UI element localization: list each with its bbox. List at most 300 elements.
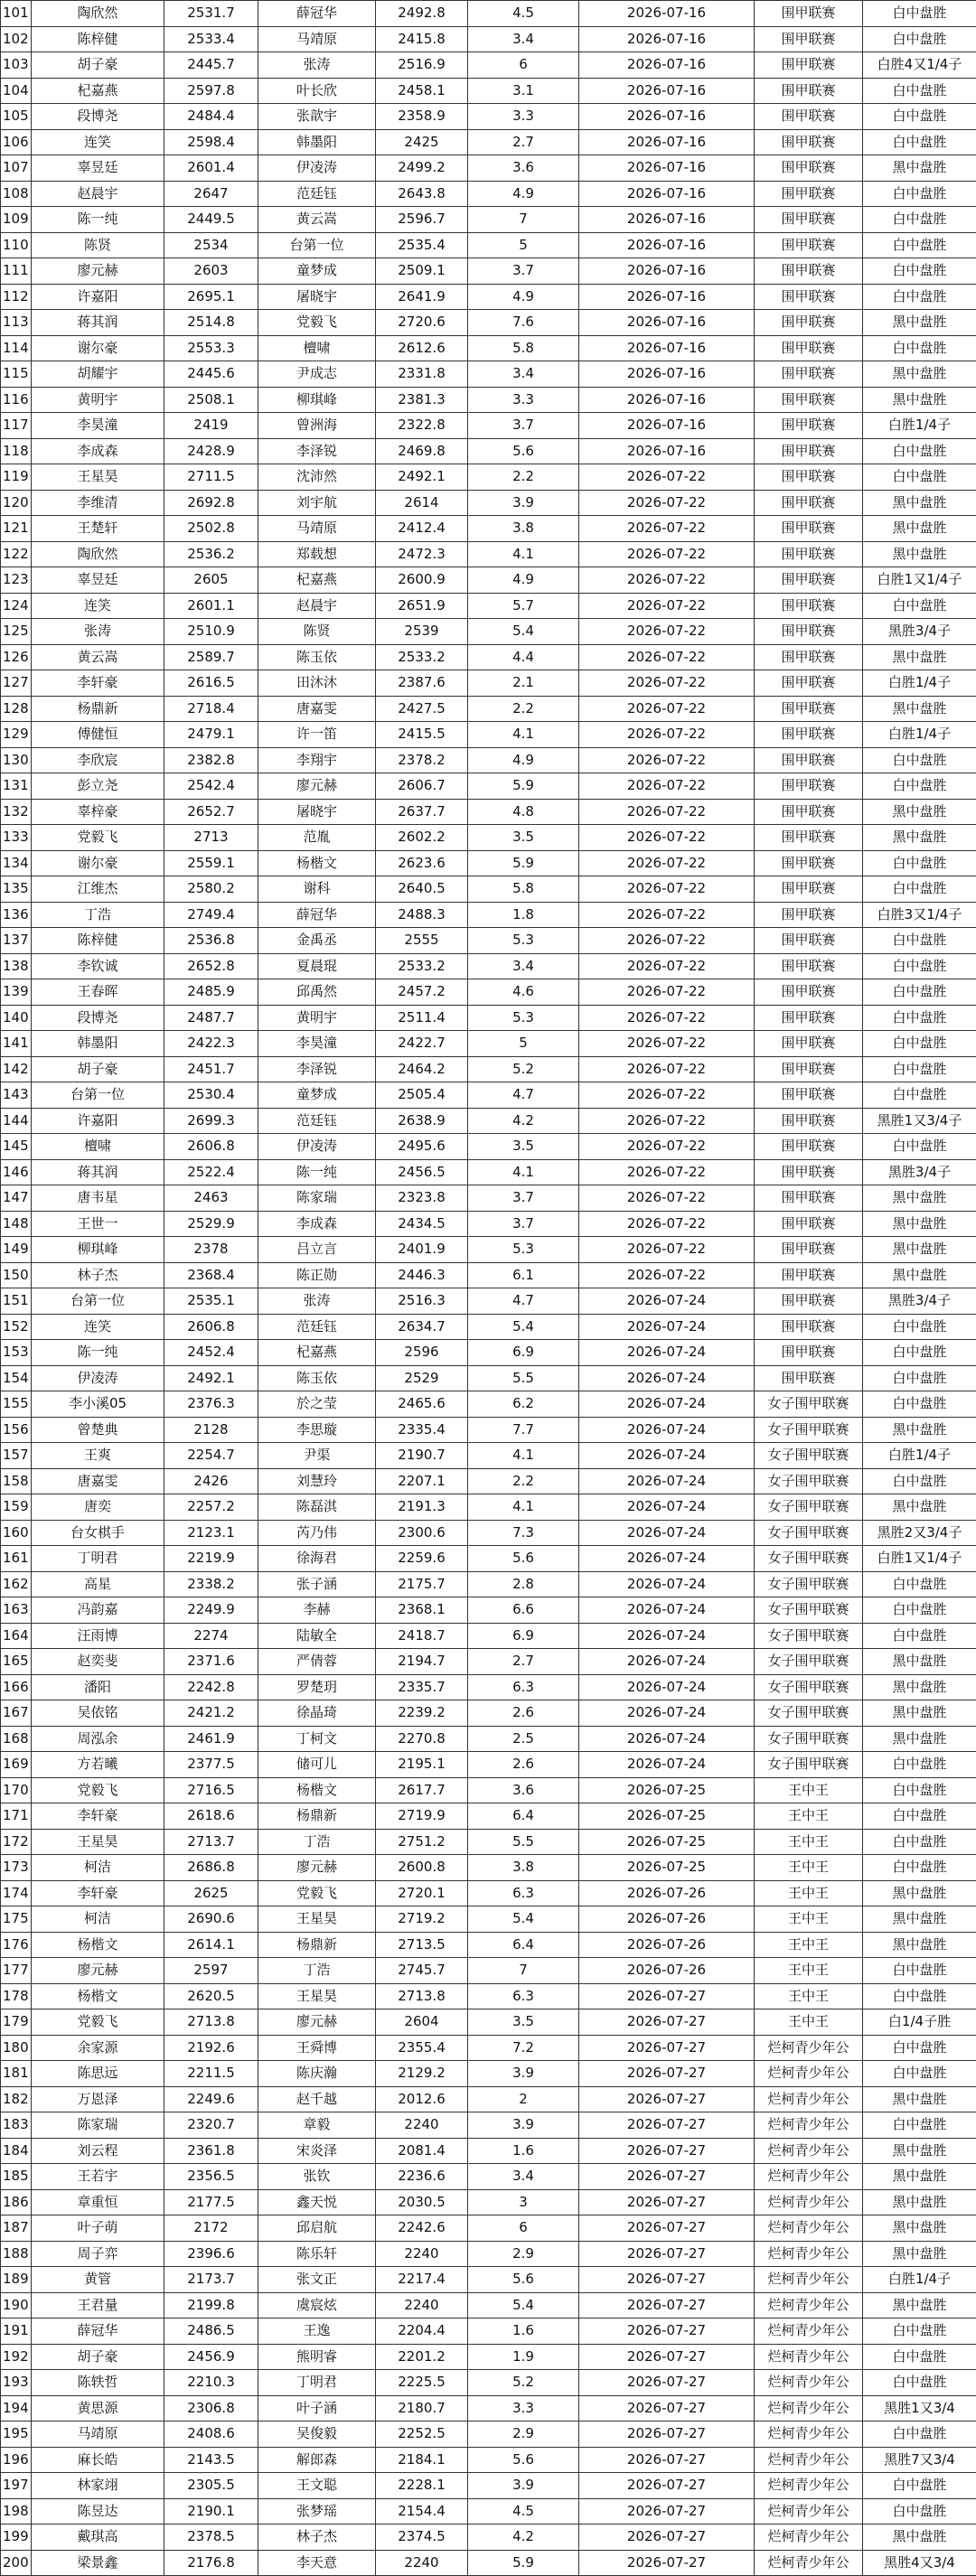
white-player-cell: 李翔宇 [258, 747, 376, 773]
komi-handicap-cell: 4.5 [468, 1, 579, 27]
game-date-cell: 2026-07-16 [579, 52, 755, 79]
black-rating-cell: 2422.3 [164, 1031, 258, 1057]
table-row [1, 2421, 976, 2448]
row-index-cell: 144 [1, 1108, 32, 1134]
black-player-cell: 周泓余 [32, 1726, 164, 1752]
row-index-cell: 137 [1, 928, 32, 954]
game-date-cell: 2026-07-16 [579, 232, 755, 258]
komi-handicap-cell: 3.5 [468, 2009, 579, 2036]
black-rating-cell: 2219.9 [164, 1546, 258, 1572]
white-rating-cell: 2335.4 [376, 1417, 468, 1443]
table-row [1, 1314, 976, 1340]
black-player-cell: 林子杰 [32, 1262, 164, 1288]
black-rating-cell: 2210.3 [164, 2370, 258, 2396]
event-name-cell: 烂柯青少年公 [755, 2498, 863, 2524]
row-index-cell: 155 [1, 1391, 32, 1418]
table-row [1, 155, 976, 182]
komi-handicap-cell: 2.2 [468, 464, 579, 491]
black-rating-cell: 2361.8 [164, 2138, 258, 2164]
black-rating-cell: 2652.7 [164, 799, 258, 825]
black-rating-cell: 2377.5 [164, 1752, 258, 1778]
row-index-cell: 120 [1, 490, 32, 516]
black-rating-cell: 2597.8 [164, 78, 258, 104]
event-name-cell: 女子围甲联赛 [755, 1726, 863, 1752]
table-row [1, 928, 976, 954]
event-name-cell: 烂柯青少年公 [755, 2395, 863, 2421]
event-name-cell: 围甲联赛 [755, 207, 863, 233]
game-result-cell: 白中盘胜 [863, 1031, 976, 1057]
game-result-cell: 黑中盘胜 [863, 1674, 976, 1700]
white-rating-cell: 2190.7 [376, 1443, 468, 1469]
black-player-cell: 李轩豪 [32, 1880, 164, 1906]
white-player-cell: 尹成志 [258, 361, 376, 388]
white-rating-cell: 2270.8 [376, 1726, 468, 1752]
white-rating-cell: 2602.2 [376, 825, 468, 851]
row-index-cell: 187 [1, 2215, 32, 2242]
komi-handicap-cell: 4.1 [468, 1443, 579, 1469]
black-player-cell: 赵奕斐 [32, 1649, 164, 1675]
white-player-cell: 熊明睿 [258, 2344, 376, 2370]
black-player-cell: 王若宇 [32, 2164, 164, 2190]
white-rating-cell: 2418.7 [376, 1623, 468, 1649]
row-index-cell: 114 [1, 335, 32, 361]
white-player-cell: 张钦 [258, 2164, 376, 2190]
event-name-cell: 女子围甲联赛 [755, 1649, 863, 1675]
white-rating-cell: 2195.1 [376, 1752, 468, 1778]
row-index-cell: 174 [1, 1880, 32, 1906]
black-player-cell: 韩墨阳 [32, 1031, 164, 1057]
white-rating-cell: 2604 [376, 2009, 468, 2036]
game-date-cell: 2026-07-16 [579, 207, 755, 233]
game-result-cell: 黑中盘胜 [863, 2241, 976, 2267]
komi-handicap-cell: 2.5 [468, 1726, 579, 1752]
white-rating-cell: 2641.9 [376, 284, 468, 310]
black-rating-cell: 2445.7 [164, 52, 258, 79]
komi-handicap-cell: 3.9 [468, 2061, 579, 2087]
table-row [1, 850, 976, 876]
black-player-cell: 汪雨博 [32, 1623, 164, 1649]
game-result-cell: 白中盘胜 [863, 876, 976, 903]
black-player-cell: 王星昊 [32, 464, 164, 491]
komi-handicap-cell: 5.7 [468, 593, 579, 619]
table-row [1, 2215, 976, 2242]
game-result-cell: 黑中盘胜 [863, 2524, 976, 2551]
row-index-cell: 192 [1, 2344, 32, 2370]
game-result-cell: 白胜1又1/4子 [863, 567, 976, 594]
white-player-cell: 徐晶琦 [258, 1700, 376, 1727]
white-player-cell: 赵晨宇 [258, 593, 376, 619]
game-result-cell: 白胜3又1/4子 [863, 902, 976, 928]
row-index-cell: 129 [1, 722, 32, 748]
game-date-cell: 2026-07-24 [579, 1623, 755, 1649]
game-date-cell: 2026-07-27 [579, 2524, 755, 2551]
white-rating-cell: 2465.6 [376, 1391, 468, 1418]
white-player-cell: 陈贤 [258, 619, 376, 645]
table-row [1, 1494, 976, 1521]
white-rating-cell: 2529 [376, 1365, 468, 1391]
game-date-cell: 2026-07-27 [579, 2292, 755, 2318]
row-index-cell: 185 [1, 2164, 32, 2190]
black-rating-cell: 2553.3 [164, 335, 258, 361]
black-player-cell: 王楚轩 [32, 516, 164, 542]
row-index-cell: 109 [1, 207, 32, 233]
game-date-cell: 2026-07-22 [579, 567, 755, 594]
komi-handicap-cell: 4.7 [468, 1288, 579, 1315]
white-player-cell: 伊凌涛 [258, 1134, 376, 1160]
table-row [1, 2164, 976, 2190]
row-index-cell: 132 [1, 799, 32, 825]
row-index-cell: 142 [1, 1056, 32, 1082]
white-rating-cell: 2651.9 [376, 593, 468, 619]
event-name-cell: 围甲联赛 [755, 78, 863, 104]
black-player-cell: 李欣宸 [32, 747, 164, 773]
komi-handicap-cell: 5.4 [468, 1906, 579, 1933]
komi-handicap-cell: 3.5 [468, 1134, 579, 1160]
row-index-cell: 191 [1, 2318, 32, 2345]
black-rating-cell: 2603 [164, 258, 258, 285]
game-date-cell: 2026-07-22 [579, 541, 755, 567]
game-result-cell: 黑中盘胜 [863, 1906, 976, 1933]
white-player-cell: 杞嘉燕 [258, 567, 376, 594]
black-player-cell: 傅健恒 [32, 722, 164, 748]
game-result-cell: 白中盘胜 [863, 850, 976, 876]
table-row [1, 2395, 976, 2421]
black-player-cell: 胡耀宇 [32, 361, 164, 388]
row-index-cell: 196 [1, 2447, 32, 2473]
white-rating-cell: 2495.6 [376, 1134, 468, 1160]
results-table-body [1, 1, 976, 2576]
komi-handicap-cell: 3.8 [468, 516, 579, 542]
komi-handicap-cell: 3.6 [468, 155, 579, 182]
table-row [1, 1340, 976, 1366]
game-date-cell: 2026-07-22 [579, 825, 755, 851]
black-player-cell: 党毅飞 [32, 825, 164, 851]
table-row [1, 2370, 976, 2396]
game-date-cell: 2026-07-22 [579, 1134, 755, 1160]
black-player-cell: 李轩豪 [32, 1803, 164, 1830]
table-row [1, 876, 976, 903]
white-player-cell: 杨鼎新 [258, 1932, 376, 1958]
white-rating-cell: 2614 [376, 490, 468, 516]
black-rating-cell: 2456.9 [164, 2344, 258, 2370]
event-name-cell: 围甲联赛 [755, 1237, 863, 1263]
black-rating-cell: 2176.8 [164, 2550, 258, 2576]
white-player-cell: 张梦瑶 [258, 2498, 376, 2524]
black-rating-cell: 2211.5 [164, 2061, 258, 2087]
game-date-cell: 2026-07-24 [579, 1520, 755, 1546]
event-name-cell: 围甲联赛 [755, 1159, 863, 1185]
komi-handicap-cell: 5.2 [468, 2370, 579, 2396]
table-row [1, 1, 976, 27]
game-result-cell: 黑中盘胜 [863, 644, 976, 670]
table-row [1, 26, 976, 52]
white-rating-cell: 2488.3 [376, 902, 468, 928]
table-row [1, 207, 976, 233]
row-index-cell: 107 [1, 155, 32, 182]
white-rating-cell: 2412.4 [376, 516, 468, 542]
white-rating-cell: 2239.2 [376, 1700, 468, 1727]
black-player-cell: 杨楷文 [32, 1983, 164, 2009]
game-result-cell: 白中盘胜 [863, 2035, 976, 2061]
row-index-cell: 113 [1, 310, 32, 336]
game-result-cell: 黑中盘胜 [863, 1932, 976, 1958]
white-rating-cell: 2191.3 [376, 1494, 468, 1521]
komi-handicap-cell: 3.4 [468, 953, 579, 979]
game-date-cell: 2026-07-16 [579, 104, 755, 130]
event-name-cell: 烂柯青少年公 [755, 2421, 863, 2448]
white-rating-cell: 2180.7 [376, 2395, 468, 2421]
event-name-cell: 围甲联赛 [755, 1108, 863, 1134]
black-rating-cell: 2580.2 [164, 876, 258, 903]
event-name-cell: 女子围甲联赛 [755, 1494, 863, 1521]
komi-handicap-cell: 4.2 [468, 1108, 579, 1134]
game-date-cell: 2026-07-22 [579, 1237, 755, 1263]
white-player-cell: 王文聪 [258, 2473, 376, 2499]
game-result-cell: 白中盘胜 [863, 232, 976, 258]
black-rating-cell: 2249.9 [164, 1597, 258, 1624]
komi-handicap-cell: 7 [468, 1958, 579, 1984]
table-row [1, 2447, 976, 2473]
black-rating-cell: 2652.8 [164, 953, 258, 979]
event-name-cell: 围甲联赛 [755, 335, 863, 361]
game-result-cell: 白中盘胜 [863, 2370, 976, 2396]
table-row [1, 1134, 976, 1160]
black-player-cell: 戴琪高 [32, 2524, 164, 2551]
table-row [1, 2241, 976, 2267]
game-result-cell: 白中盘胜 [863, 2344, 976, 2370]
black-rating-cell: 2492.1 [164, 1365, 258, 1391]
black-rating-cell: 2508.1 [164, 387, 258, 413]
event-name-cell: 女子围甲联赛 [755, 1443, 863, 1469]
game-date-cell: 2026-07-24 [579, 1752, 755, 1778]
game-result-cell: 黑胜4又3/4 [863, 2550, 976, 2576]
game-result-cell: 白中盘胜 [863, 1340, 976, 1366]
white-player-cell: 柳琪峰 [258, 387, 376, 413]
black-rating-cell: 2449.5 [164, 207, 258, 233]
game-date-cell: 2026-07-16 [579, 1, 755, 27]
game-result-cell: 白中盘胜 [863, 1391, 976, 1418]
row-index-cell: 163 [1, 1597, 32, 1624]
black-player-cell: 张涛 [32, 619, 164, 645]
game-date-cell: 2026-07-16 [579, 438, 755, 464]
white-rating-cell: 2499.2 [376, 155, 468, 182]
black-rating-cell: 2426 [164, 1468, 258, 1494]
row-index-cell: 106 [1, 129, 32, 155]
event-name-cell: 女子围甲联赛 [755, 1674, 863, 1700]
game-date-cell: 2026-07-27 [579, 2447, 755, 2473]
black-player-cell: 胡子豪 [32, 52, 164, 79]
komi-handicap-cell: 2.6 [468, 1700, 579, 1727]
table-row [1, 1365, 976, 1391]
event-name-cell: 围甲联赛 [755, 1185, 863, 1212]
game-result-cell: 黑中盘胜 [863, 387, 976, 413]
white-player-cell: 张涛 [258, 1288, 376, 1315]
white-rating-cell: 2387.6 [376, 670, 468, 697]
komi-handicap-cell: 3.4 [468, 26, 579, 52]
game-result-cell: 白中盘胜 [863, 181, 976, 207]
black-player-cell: 丁明君 [32, 1546, 164, 1572]
game-result-cell: 白1/4子胜 [863, 2009, 976, 2036]
game-result-cell: 黑胜7又3/4 [863, 2447, 976, 2473]
game-date-cell: 2026-07-25 [579, 1829, 755, 1855]
black-player-cell: 柯洁 [32, 1855, 164, 1881]
game-result-cell: 黑中盘胜 [863, 825, 976, 851]
table-row [1, 1932, 976, 1958]
black-player-cell: 杨鼎新 [32, 696, 164, 722]
event-name-cell: 女子围甲联赛 [755, 1546, 863, 1572]
game-result-cell: 白中盘胜 [863, 1777, 976, 1803]
white-player-cell: 陈家瑞 [258, 1185, 376, 1212]
black-rating-cell: 2172 [164, 2215, 258, 2242]
black-player-cell: 胡子豪 [32, 2344, 164, 2370]
game-date-cell: 2026-07-24 [579, 1494, 755, 1521]
game-date-cell: 2026-07-22 [579, 644, 755, 670]
white-player-cell: 李思璇 [258, 1417, 376, 1443]
game-result-cell: 白胜1/4子 [863, 722, 976, 748]
event-name-cell: 王中王 [755, 1855, 863, 1881]
white-player-cell: 陈磊淇 [258, 1494, 376, 1521]
white-player-cell: 章毅 [258, 2112, 376, 2139]
table-row [1, 258, 976, 285]
black-player-cell: 潘阳 [32, 1674, 164, 1700]
white-player-cell: 沈沛然 [258, 464, 376, 491]
table-row [1, 567, 976, 594]
white-player-cell: 赵千越 [258, 2086, 376, 2112]
white-player-cell: 薛冠华 [258, 902, 376, 928]
white-player-cell: 张歆宇 [258, 104, 376, 130]
game-result-cell: 黑中盘胜 [863, 696, 976, 722]
game-result-cell: 黑中盘胜 [863, 361, 976, 388]
white-player-cell: 陈正勋 [258, 1262, 376, 1288]
komi-handicap-cell: 5.6 [468, 1546, 579, 1572]
white-player-cell: 储可儿 [258, 1752, 376, 1778]
row-index-cell: 146 [1, 1159, 32, 1185]
black-player-cell: 万恩泽 [32, 2086, 164, 2112]
event-name-cell: 围甲联赛 [755, 155, 863, 182]
white-rating-cell: 2472.3 [376, 541, 468, 567]
black-player-cell: 蒋其润 [32, 1159, 164, 1185]
game-date-cell: 2026-07-24 [579, 1649, 755, 1675]
row-index-cell: 169 [1, 1752, 32, 1778]
komi-handicap-cell: 3.3 [468, 104, 579, 130]
game-date-cell: 2026-07-26 [579, 1880, 755, 1906]
row-index-cell: 143 [1, 1082, 32, 1109]
event-name-cell: 围甲联赛 [755, 1288, 863, 1315]
black-player-cell: 李维清 [32, 490, 164, 516]
white-rating-cell: 2638.9 [376, 1108, 468, 1134]
game-result-cell: 黑中盘胜 [863, 1262, 976, 1288]
table-row [1, 1983, 976, 2009]
white-rating-cell: 2745.7 [376, 1958, 468, 1984]
row-index-cell: 123 [1, 567, 32, 594]
white-rating-cell: 2322.8 [376, 413, 468, 439]
event-name-cell: 烂柯青少年公 [755, 2035, 863, 2061]
black-rating-cell: 2249.6 [164, 2086, 258, 2112]
table-row [1, 335, 976, 361]
game-date-cell: 2026-07-22 [579, 593, 755, 619]
event-name-cell: 围甲联赛 [755, 104, 863, 130]
komi-handicap-cell: 2 [468, 2086, 579, 2112]
komi-handicap-cell: 3.9 [468, 490, 579, 516]
game-date-cell: 2026-07-22 [579, 850, 755, 876]
game-result-cell: 黑中盘胜 [863, 1211, 976, 1237]
row-index-cell: 127 [1, 670, 32, 697]
table-row [1, 1546, 976, 1572]
black-player-cell: 党毅飞 [32, 1777, 164, 1803]
game-date-cell: 2026-07-22 [579, 1262, 755, 1288]
black-rating-cell: 2533.4 [164, 26, 258, 52]
black-player-cell: 党毅飞 [32, 2009, 164, 2036]
white-rating-cell: 2637.7 [376, 799, 468, 825]
game-result-cell: 黑胜3/4子 [863, 1159, 976, 1185]
white-rating-cell: 2368.1 [376, 1597, 468, 1624]
black-player-cell: 台女棋手 [32, 1520, 164, 1546]
white-player-cell: 陈玉依 [258, 644, 376, 670]
event-name-cell: 女子围甲联赛 [755, 1468, 863, 1494]
white-player-cell: 陈玉依 [258, 1365, 376, 1391]
game-result-cell: 白中盘胜 [863, 1571, 976, 1597]
row-index-cell: 156 [1, 1417, 32, 1443]
black-player-cell: 黄管 [32, 2267, 164, 2293]
game-date-cell: 2026-07-22 [579, 1185, 755, 1212]
game-result-cell: 白中盘胜 [863, 1983, 976, 2009]
black-rating-cell: 2601.4 [164, 155, 258, 182]
komi-handicap-cell: 6.9 [468, 1623, 579, 1649]
table-row [1, 2267, 976, 2293]
black-rating-cell: 2451.7 [164, 1056, 258, 1082]
game-date-cell: 2026-07-24 [579, 1314, 755, 1340]
game-result-cell: 白胜4又1/4子 [863, 52, 976, 79]
white-rating-cell: 2509.1 [376, 258, 468, 285]
black-player-cell: 许嘉阳 [32, 1108, 164, 1134]
white-rating-cell: 2505.4 [376, 1082, 468, 1109]
komi-handicap-cell: 6.4 [468, 1932, 579, 1958]
game-result-cell: 白中盘胜 [863, 207, 976, 233]
game-date-cell: 2026-07-22 [579, 516, 755, 542]
row-index-cell: 200 [1, 2550, 32, 2576]
row-index-cell: 119 [1, 464, 32, 491]
game-result-cell: 白中盘胜 [863, 78, 976, 104]
black-rating-cell: 2486.5 [164, 2318, 258, 2345]
black-player-cell: 陈昱达 [32, 2498, 164, 2524]
game-date-cell: 2026-07-27 [579, 2138, 755, 2164]
game-date-cell: 2026-07-16 [579, 26, 755, 52]
white-rating-cell: 2323.8 [376, 1185, 468, 1212]
game-date-cell: 2026-07-22 [579, 1211, 755, 1237]
komi-handicap-cell: 3.4 [468, 2164, 579, 2190]
table-row [1, 799, 976, 825]
komi-handicap-cell: 1.9 [468, 2344, 579, 2370]
black-player-cell: 吴依铭 [32, 1700, 164, 1727]
event-name-cell: 烂柯青少年公 [755, 2292, 863, 2318]
black-player-cell: 廖元赫 [32, 258, 164, 285]
white-rating-cell: 2492.8 [376, 1, 468, 27]
game-date-cell: 2026-07-22 [579, 1108, 755, 1134]
game-date-cell: 2026-07-25 [579, 1777, 755, 1803]
game-date-cell: 2026-07-16 [579, 155, 755, 182]
black-rating-cell: 2616.5 [164, 670, 258, 697]
game-date-cell: 2026-07-25 [579, 1803, 755, 1830]
komi-handicap-cell: 4.2 [468, 2524, 579, 2551]
event-name-cell: 围甲联赛 [755, 413, 863, 439]
event-name-cell: 围甲联赛 [755, 1056, 863, 1082]
row-index-cell: 181 [1, 2061, 32, 2087]
white-rating-cell: 2606.7 [376, 773, 468, 800]
black-player-cell: 陈一纯 [32, 1340, 164, 1366]
event-name-cell: 烂柯青少年公 [755, 2061, 863, 2087]
black-rating-cell: 2606.8 [164, 1134, 258, 1160]
game-date-cell: 2026-07-27 [579, 2215, 755, 2242]
